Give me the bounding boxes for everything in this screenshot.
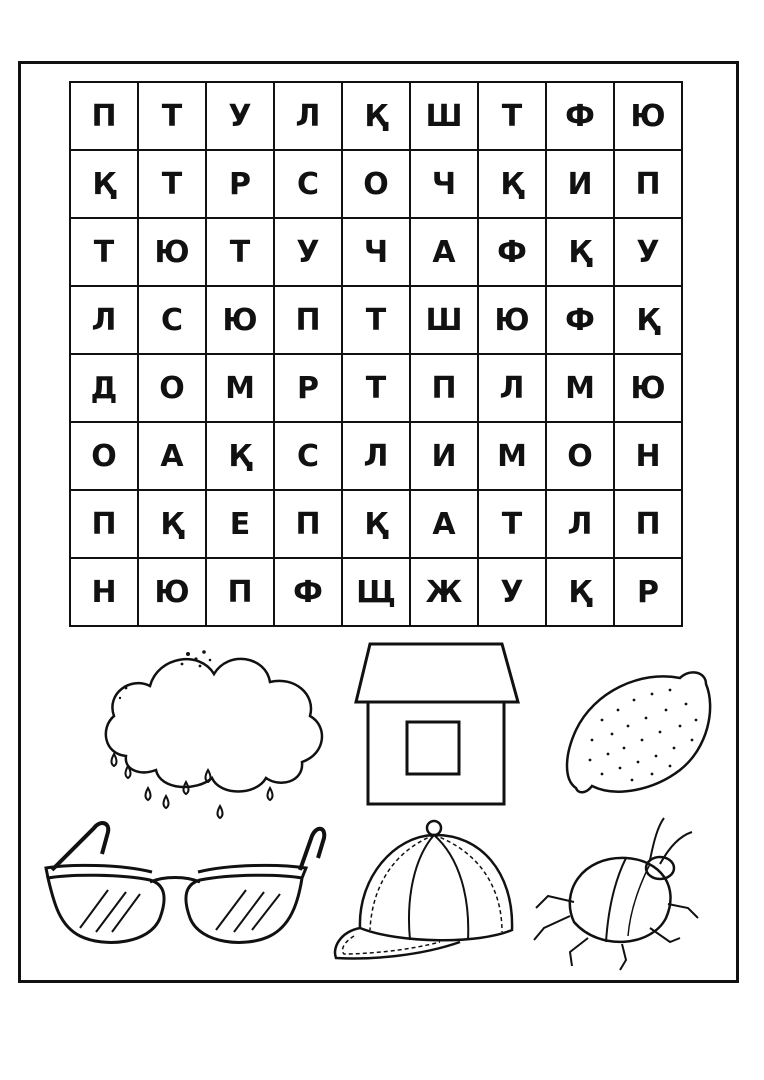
grid-cell[interactable]: Н	[71, 559, 139, 627]
grid-cell[interactable]: Қ	[547, 559, 615, 627]
grid-cell[interactable]: Қ	[71, 151, 139, 219]
grid-cell[interactable]: О	[343, 151, 411, 219]
grid-cell[interactable]: Ш	[411, 83, 479, 151]
grid-cell[interactable]: Л	[479, 355, 547, 423]
grid-cell[interactable]: М	[547, 355, 615, 423]
grid-cell[interactable]: Л	[547, 491, 615, 559]
grid-cell[interactable]: Т	[343, 287, 411, 355]
letter-grid	[69, 81, 683, 627]
grid-cell[interactable]: И	[547, 151, 615, 219]
grid-cell[interactable]: Л	[71, 287, 139, 355]
beetle-icon	[530, 812, 710, 972]
grid-cell[interactable]: П	[615, 151, 683, 219]
grid-cell[interactable]: И	[411, 423, 479, 491]
grid-cell[interactable]: Т	[479, 83, 547, 151]
grid-cell[interactable]: Н	[615, 423, 683, 491]
grid-cell[interactable]: Қ	[343, 83, 411, 151]
lemon-icon	[562, 660, 718, 800]
grid-cell[interactable]: Ю	[207, 287, 275, 355]
grid-cell[interactable]: Е	[207, 491, 275, 559]
grid-cell[interactable]: У	[207, 83, 275, 151]
cap-icon	[330, 818, 530, 978]
grid-cell[interactable]: П	[207, 559, 275, 627]
grid-cell[interactable]: Ф	[479, 219, 547, 287]
grid-cell[interactable]: Р	[615, 559, 683, 627]
grid-cell[interactable]: О	[547, 423, 615, 491]
grid-cell[interactable]: Ю	[615, 355, 683, 423]
grid-cell[interactable]: У	[615, 219, 683, 287]
grid-cell[interactable]: Ф	[547, 83, 615, 151]
grid-cell[interactable]: Ч	[411, 151, 479, 219]
grid-cell[interactable]: П	[275, 491, 343, 559]
grid-cell[interactable]: Ф	[547, 287, 615, 355]
grid-cell[interactable]: Т	[139, 83, 207, 151]
grid-cell[interactable]: П	[411, 355, 479, 423]
grid-cell[interactable]: М	[479, 423, 547, 491]
grid-cell[interactable]: А	[411, 219, 479, 287]
grid-cell[interactable]: Ж	[411, 559, 479, 627]
grid-cell[interactable]: Қ	[207, 423, 275, 491]
grid-cell[interactable]: Т	[207, 219, 275, 287]
grid-cell[interactable]: С	[275, 423, 343, 491]
rain-cloud-icon	[96, 636, 336, 836]
grid-cell[interactable]: Ю	[139, 559, 207, 627]
grid-cell[interactable]: Қ	[615, 287, 683, 355]
grid-cell[interactable]: А	[139, 423, 207, 491]
grid-cell[interactable]: Д	[71, 355, 139, 423]
house-icon	[352, 640, 524, 810]
grid-cell[interactable]: Т	[71, 219, 139, 287]
grid-cell[interactable]: Ч	[343, 219, 411, 287]
grid-cell[interactable]: Ш	[411, 287, 479, 355]
grid-cell[interactable]: Т	[479, 491, 547, 559]
grid-cell[interactable]: Ю	[479, 287, 547, 355]
grid-cell[interactable]: Щ	[343, 559, 411, 627]
grid-cell[interactable]: О	[71, 423, 139, 491]
grid-cell[interactable]: П	[275, 287, 343, 355]
grid-cell[interactable]: Ю	[139, 219, 207, 287]
sunglasses-icon	[40, 818, 330, 958]
grid-cell[interactable]: Ф	[275, 559, 343, 627]
grid-cell[interactable]: Қ	[479, 151, 547, 219]
grid-cell[interactable]: П	[71, 83, 139, 151]
grid-cell[interactable]: А	[411, 491, 479, 559]
grid-cell[interactable]: Т	[139, 151, 207, 219]
grid-cell[interactable]: П	[71, 491, 139, 559]
grid-cell[interactable]: Қ	[139, 491, 207, 559]
grid-cell[interactable]: Қ	[343, 491, 411, 559]
grid-cell[interactable]: Р	[275, 355, 343, 423]
grid-cell[interactable]: С	[139, 287, 207, 355]
grid-cell[interactable]: П	[615, 491, 683, 559]
grid-cell[interactable]: О	[139, 355, 207, 423]
grid-cell[interactable]: Ю	[615, 83, 683, 151]
grid-cell[interactable]: Т	[343, 355, 411, 423]
grid-cell[interactable]: Қ	[547, 219, 615, 287]
grid-cell[interactable]: М	[207, 355, 275, 423]
grid-cell[interactable]: У	[275, 219, 343, 287]
grid-cell[interactable]: Л	[343, 423, 411, 491]
grid-cell[interactable]: С	[275, 151, 343, 219]
grid-cell[interactable]: Л	[275, 83, 343, 151]
grid-cell[interactable]: Р	[207, 151, 275, 219]
grid-cell[interactable]: У	[479, 559, 547, 627]
